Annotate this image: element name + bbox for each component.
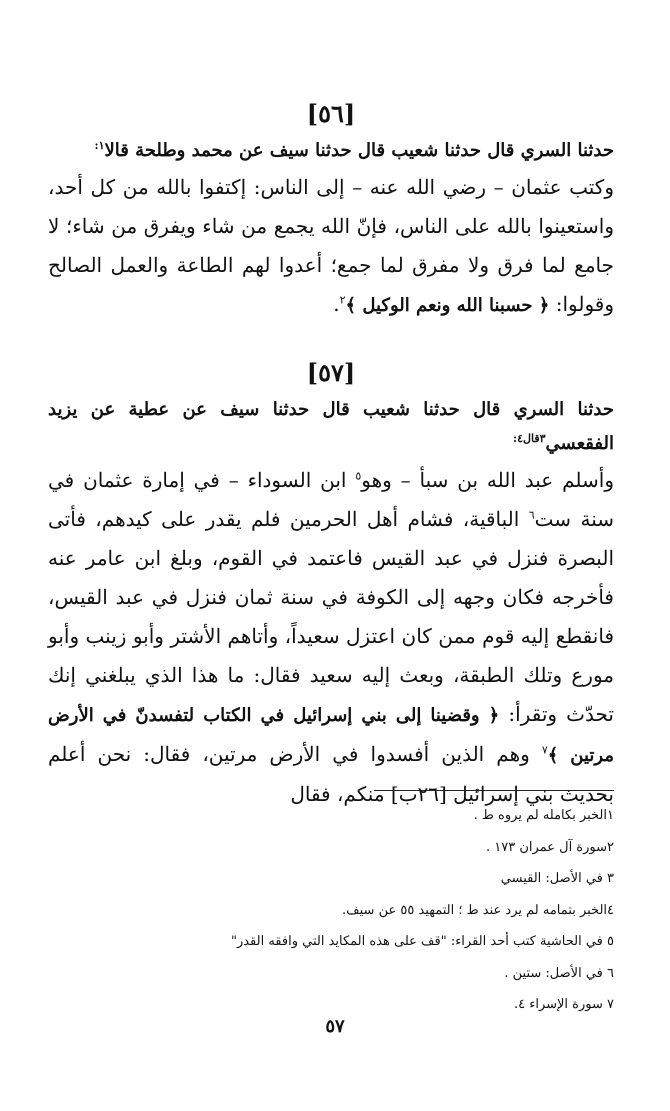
hadith-number-heading: [٥٧] bbox=[306, 358, 356, 387]
footnote-marker: ٥ bbox=[355, 469, 362, 483]
footnote: ٢سورة آل عمران ١٧٣ . bbox=[486, 839, 614, 855]
footnote-marker: ٦ bbox=[528, 508, 535, 522]
footnote-marker: ٧ bbox=[541, 743, 548, 757]
footnote: ٣ في الأصل: القيسي bbox=[500, 871, 614, 886]
isnad-line bbox=[48, 393, 614, 461]
footnote-divider bbox=[374, 790, 614, 791]
paragraph-text: . bbox=[333, 292, 340, 316]
paragraph-text: وأسلم عبد الله بن سبأ – وهو bbox=[361, 468, 614, 492]
footnote: ٦ في الأصل: ستين . bbox=[504, 965, 614, 981]
isnad-text: حدثنا السري قال حدثنا شعيب قال حدثنا سيف عن عطية عن يزيد الفقعسي bbox=[48, 399, 614, 454]
quran-quote: ﴿ وقضينا إلى بني إسرائيل في الكتاب لتفسدنّ في الأرض مرتين ﴾ bbox=[48, 705, 614, 766]
footnotes-list bbox=[54, 800, 614, 1021]
footnote: ٥ في الحاشية كتب أحد القراء: "قف على هذه المكايد التي وافقه القدر" bbox=[230, 934, 614, 949]
footnote-marker: ١: bbox=[94, 139, 105, 152]
isnad-text: حدثنا السري قال حدثنا شعيب قال حدثنا سيف عن محمد وطلحة قالا bbox=[104, 140, 614, 161]
paragraph-text: وهم الذين أفسدوا في الأرض مرتين، فقال: نحن أعلم بحديث بني إسرائيل [٢٦ب] منكم، فقال bbox=[48, 742, 614, 806]
footnote-marker: ٣قال٤: bbox=[513, 432, 546, 445]
footnote: ١الخبر بكامله لم يروه ط . bbox=[473, 808, 614, 823]
paragraph-text: ابن السوداء – في إمارة عثمان في سنة ست bbox=[48, 468, 614, 531]
quran-quote: ﴿ حسبنا الله ونعم الوكيل ﴾ bbox=[345, 295, 550, 316]
footnote: ٤الخبر بتمامه لم يرد عند ط ؛ التمهيد ٥٥ عن سيف. bbox=[342, 902, 614, 918]
footnote-marker: ٢ bbox=[339, 293, 346, 307]
page-number: ٥٧ bbox=[325, 1016, 345, 1037]
hadith-paragraph bbox=[48, 461, 614, 814]
hadith-number-heading: [٥٦] bbox=[306, 99, 356, 128]
paragraph-text: وكتب عثمان – رضي الله عنه – إلى الناس: إكتفوا بالله من كل أحد، واستعينوا بالله على الناس، فإنّ الله يجمع من شاء ويفرق من شاء؛ لا جامع لما فرق ولا مفرق لما جمع؛ أعدوا لهم الطاعة والعمل الصالح وقولوا: bbox=[48, 175, 614, 316]
footnote: ٧ سورة الإسراء ٤. bbox=[513, 997, 614, 1012]
paragraph-text: الباقية، فشام أهل الحرمين فلم يقدر على كيدهم، فأتى البصرة فنزل في عبد القيس فاعتمد في القوم، وبلغ ابن عامر عنه فأخرجه فكان وجهه إلى الكوفة في سنة ثمان فنزل في عبد القيس، فانقطع إليه قوم ممن كان اعتزل سعيداً، وأتاهم الأشتر وأبو زينب وأبو مورع وتلك الطبقة، وبعث إليه سعيد فقال: ما هذا الذي يبلغني إنك تحدّث وتقرأ: bbox=[48, 507, 614, 726]
hadith-paragraph bbox=[48, 168, 614, 325]
isnad-line bbox=[48, 134, 614, 168]
